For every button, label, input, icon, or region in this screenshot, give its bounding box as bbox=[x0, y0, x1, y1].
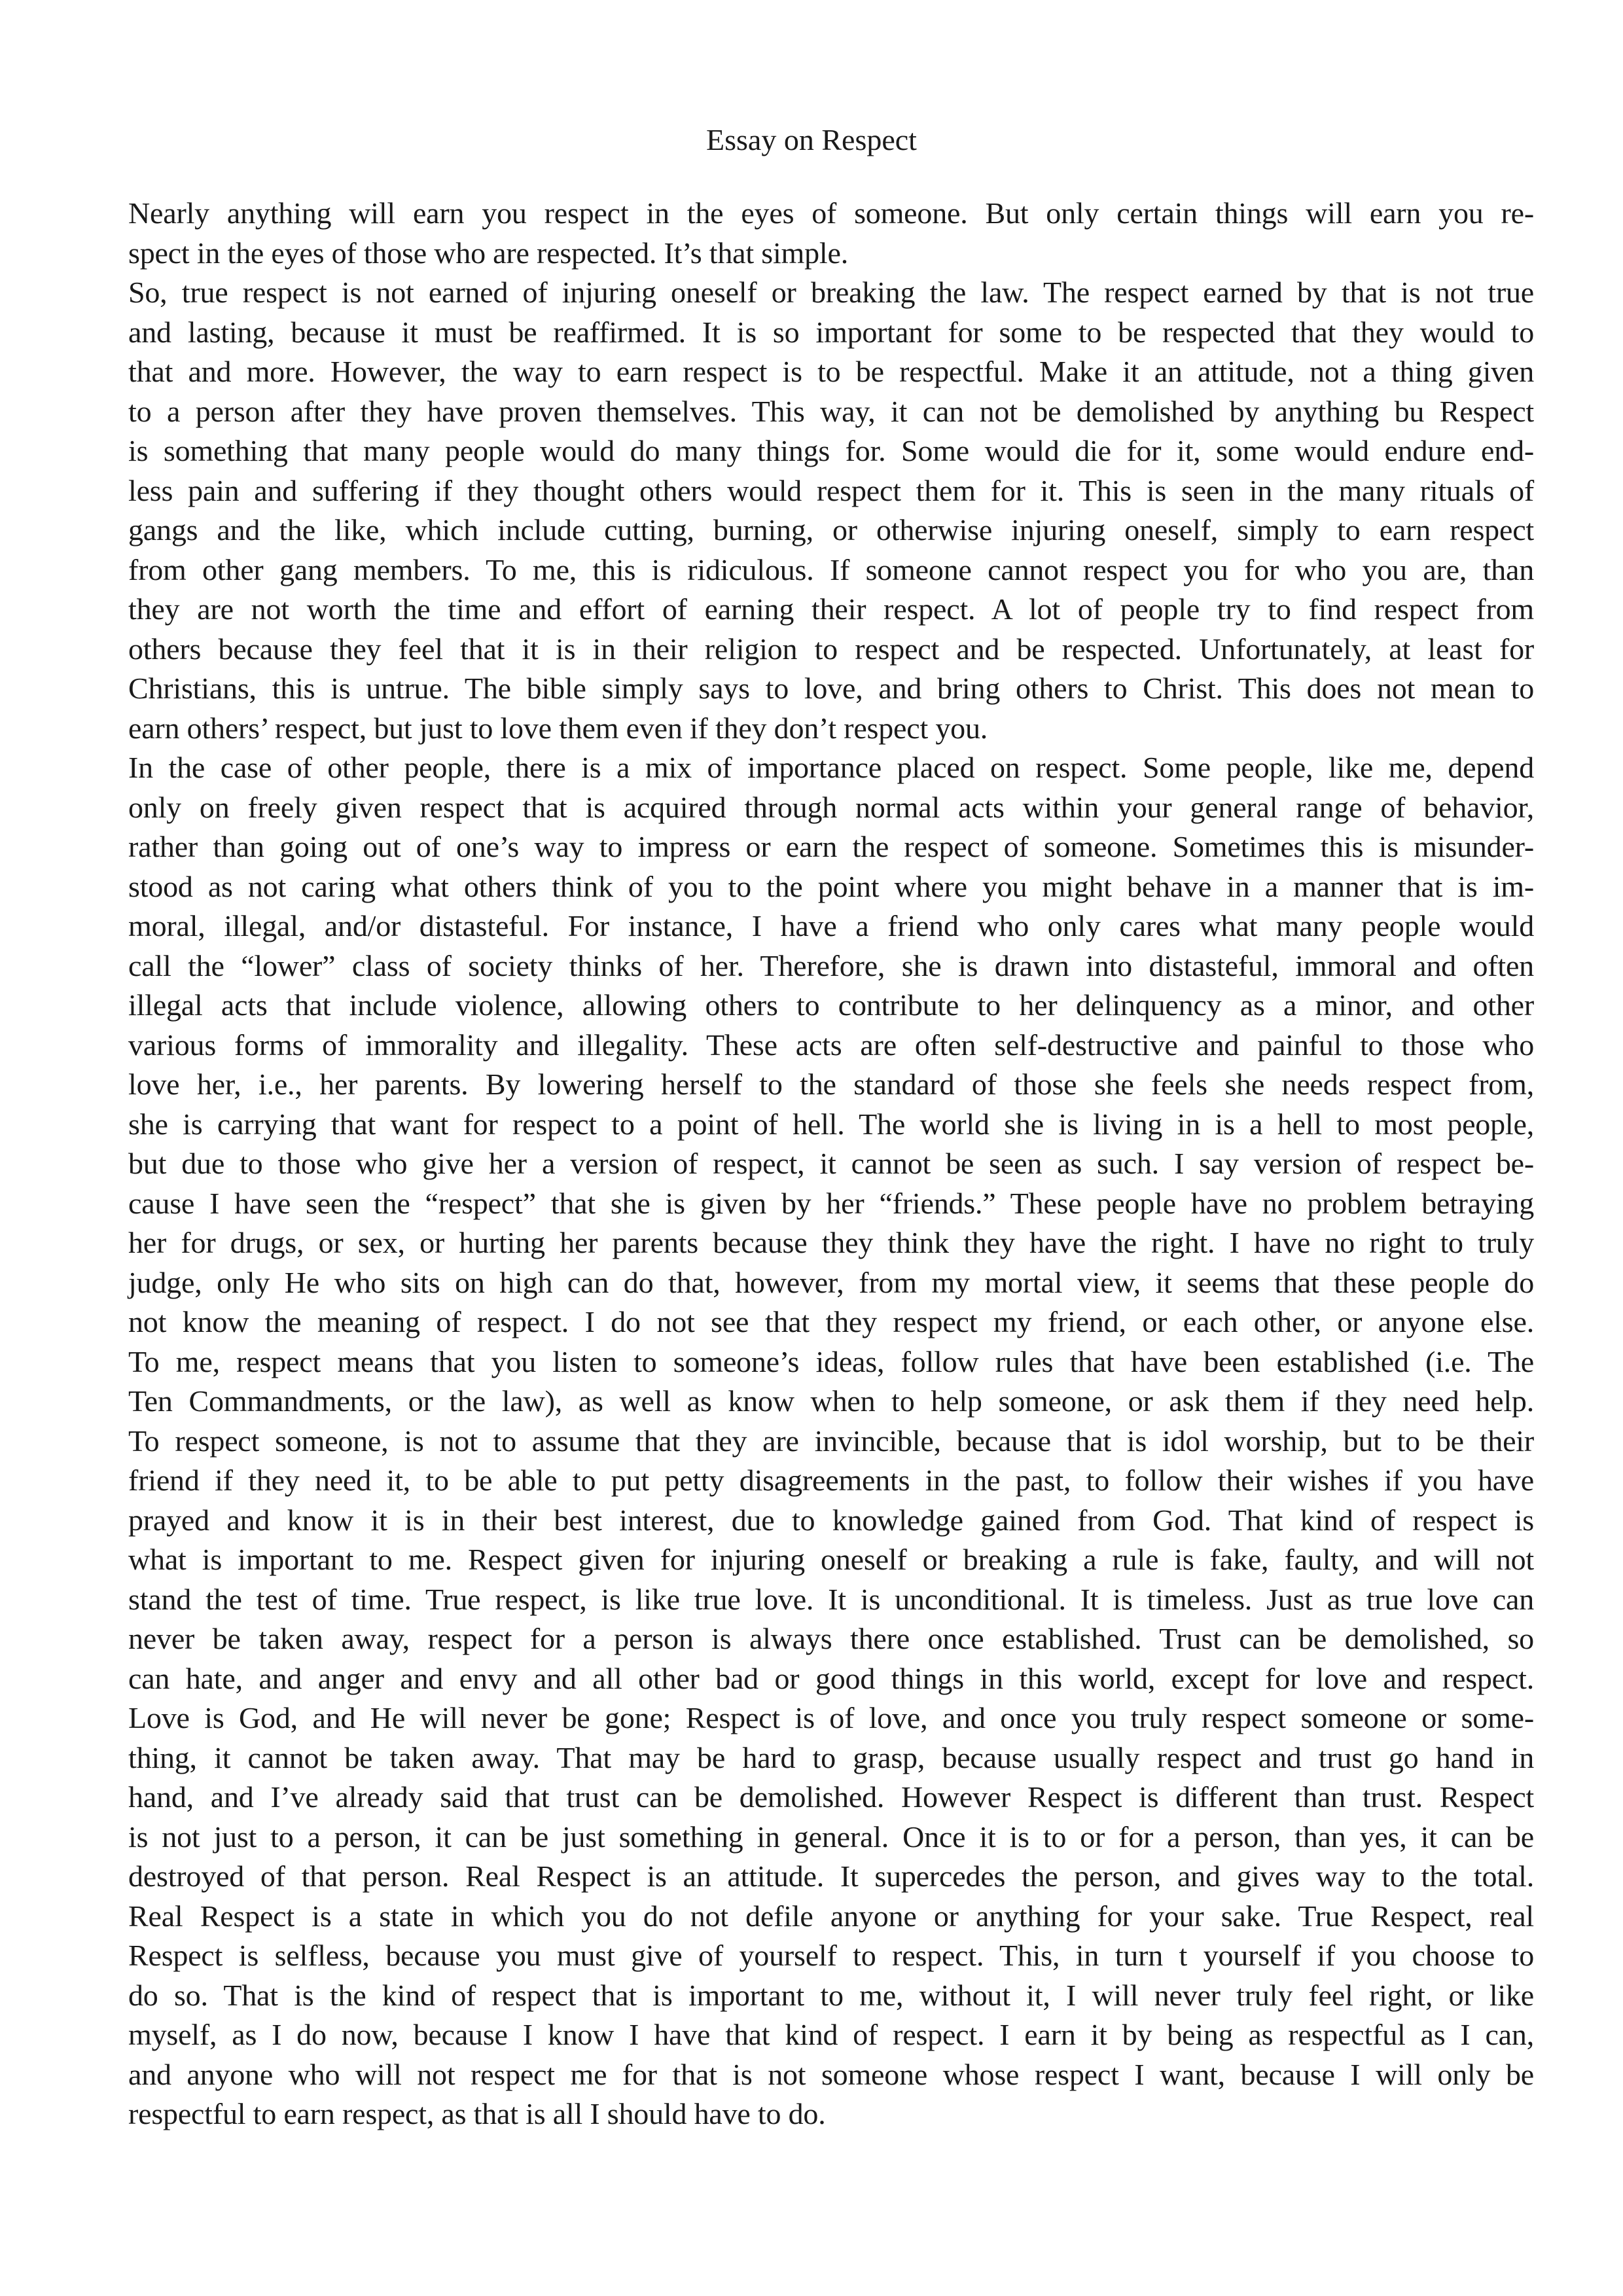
text-line: but due to those who give her a version of respect, it cannot be seen as such. I say version of respect be- bbox=[128, 1147, 1534, 1180]
text-line: So, true respect is not earned of injuring oneself or breaking the law. The respect earned by that is not true bbox=[128, 276, 1534, 309]
text-line: never be taken away, respect for a person is always there once established. Trust can be demolished, so bbox=[128, 1622, 1534, 1655]
text-line: not know the meaning of respect. I do not see that they respect my friend, or each other, or anyone else. bbox=[128, 1305, 1534, 1338]
text-line: they are not worth the time and effort of earning their respect. A lot of people try to find respect from bbox=[128, 592, 1534, 626]
text-line: To respect someone, is not to assume that they are invincible, because that is idol worship, but to be their bbox=[128, 1424, 1534, 1458]
text-line: Respect is selfless, because you must give of yourself to respect. This, in turn t yourself if you choose to bbox=[128, 1939, 1534, 1972]
text-line: from other gang members. To me, this is ridiculous. If someone cannot respect you for who you are, than bbox=[128, 552, 1534, 586]
text-line: her for drugs, or sex, or hurting her parents because they think they have the right. I have no right to truly bbox=[128, 1226, 1534, 1259]
text-line: destroyed of that person. Real Respect is an attitude. It supercedes the person, and gives way to the total. bbox=[128, 1859, 1534, 1893]
text-line: Ten Commandments, or the law), as well as know when to help someone, or ask them if they need help. bbox=[128, 1384, 1534, 1418]
text-line: cause I have seen the “respect” that she is given by her “friends.” These people have no problem betraying bbox=[128, 1186, 1534, 1220]
text-line: call the “lower” class of society thinks of her. Therefore, she is drawn into distasteful, immoral and often bbox=[128, 948, 1534, 982]
text-line: various forms of immorality and illegality. These acts are often self-destructive and painful to those who bbox=[128, 1028, 1534, 1062]
text-line: can hate, and anger and envy and all other bad or good things in this world, except for love and respect. bbox=[128, 1661, 1534, 1695]
text-line: respectful to earn respect, as that is all I should have to do. bbox=[128, 2097, 826, 2130]
text-line: illegal acts that include violence, allowing others to contribute to her delinquency as a minor, and other bbox=[128, 988, 1534, 1022]
essay-body bbox=[128, 194, 1534, 2134]
text-line: In the case of other people, there is a mix of importance placed on respect. Some people, like me, depend bbox=[128, 751, 1534, 784]
text-line: that and more. However, the way to earn respect is to be respectful. Make it an attitude, not a thing given bbox=[128, 355, 1534, 388]
text-line: friend if they need it, to be able to put petty disagreements in the past, to follow their wishes if you have bbox=[128, 1463, 1534, 1497]
text-line: stand the test of time. True respect, is like true love. It is unconditional. It is timeless. Just as true love can bbox=[128, 1582, 1534, 1616]
text-line: love her, i.e., her parents. By lowering herself to the standard of those she feels she needs respect from, bbox=[128, 1067, 1534, 1101]
text-line: and lasting, because it must be reaffirmed. It is so important for some to be respected that they would to bbox=[128, 315, 1534, 349]
text-line: to a person after they have proven themselves. This way, it can not be demolished by anything bu Respect bbox=[128, 394, 1534, 428]
text-line: hand, and I’ve already said that trust can be demolished. However Respect is different than trust. Respect bbox=[128, 1780, 1534, 1814]
text-line: stood as not caring what others think of you to the point where you might behave in a manner that is im- bbox=[128, 869, 1534, 903]
text-line: earn others’ respect, but just to love them even if they don’t respect you. bbox=[128, 711, 988, 745]
text-line: Real Respect is a state in which you do not defile anyone or anything for your sake. True Respect, real bbox=[128, 1899, 1534, 1933]
text-line: spect in the eyes of those who are respected. It’s that simple. bbox=[128, 236, 849, 270]
text-line: is something that many people would do many things for. Some would die for it, some would endure end- bbox=[128, 434, 1534, 467]
text-line: myself, as I do now, because I know I have that kind of respect. I earn it by being as respectful as I can, bbox=[128, 2018, 1534, 2051]
text-line: others because they feel that it is in their religion to respect and be respected. Unfortunately, at least for bbox=[128, 632, 1534, 666]
text-line: Love is God, and He will never be gone; Respect is of love, and once you truly respect someone or some- bbox=[128, 1701, 1534, 1734]
text-line: do so. That is the kind of respect that is important to me, without it, I will never truly feel right, or like bbox=[128, 1978, 1534, 2012]
text-line: moral, illegal, and/or distasteful. For instance, I have a friend who only cares what many people would bbox=[128, 909, 1534, 942]
text-line: Christians, this is untrue. The bible simply says to love, and bring others to Christ. This does not mean to bbox=[128, 672, 1534, 705]
text-line: thing, it cannot be taken away. That may be hard to grasp, because usually respect and trust go hand in bbox=[128, 1740, 1534, 1774]
text-line: what is important to me. Respect given for injuring oneself or breaking a rule is fake, faulty, and will not bbox=[128, 1543, 1534, 1576]
text-line: Nearly anything will earn you respect in the eyes of someone. But only certain things will earn you re- bbox=[128, 196, 1534, 230]
text-line: and anyone who will not respect me for that is not someone whose respect I want, because I will only be bbox=[128, 2057, 1534, 2091]
text-line: she is carrying that want for respect to a point of hell. The world she is living in is a hell to most people, bbox=[128, 1107, 1534, 1141]
text-line: is not just to a person, it can be just something in general. Once it is to or for a person, than yes, it can be bbox=[128, 1820, 1534, 1854]
text-line: less pain and suffering if they thought others would respect them for it. This is seen in the many rituals of bbox=[128, 473, 1534, 507]
document-title: Essay on Respect bbox=[706, 123, 917, 156]
text-line: rather than going out of one’s way to impress or earn the respect of someone. Sometimes this is misunder- bbox=[128, 830, 1534, 863]
text-line: prayed and know it is in their best interest, due to knowledge gained from God. That kind of respect is bbox=[128, 1503, 1534, 1537]
text-line: only on freely given respect that is acquired through normal acts within your general range of behavior, bbox=[128, 790, 1534, 824]
text-line: gangs and the like, which include cutting, burning, or otherwise injuring oneself, simply to earn respect bbox=[128, 513, 1534, 547]
text-line: To me, respect means that you listen to someone’s ideas, follow rules that have been established (i.e. The bbox=[128, 1344, 1534, 1378]
text-line: judge, only He who sits on high can do that, however, from my mortal view, it seems that these people do bbox=[128, 1265, 1534, 1299]
